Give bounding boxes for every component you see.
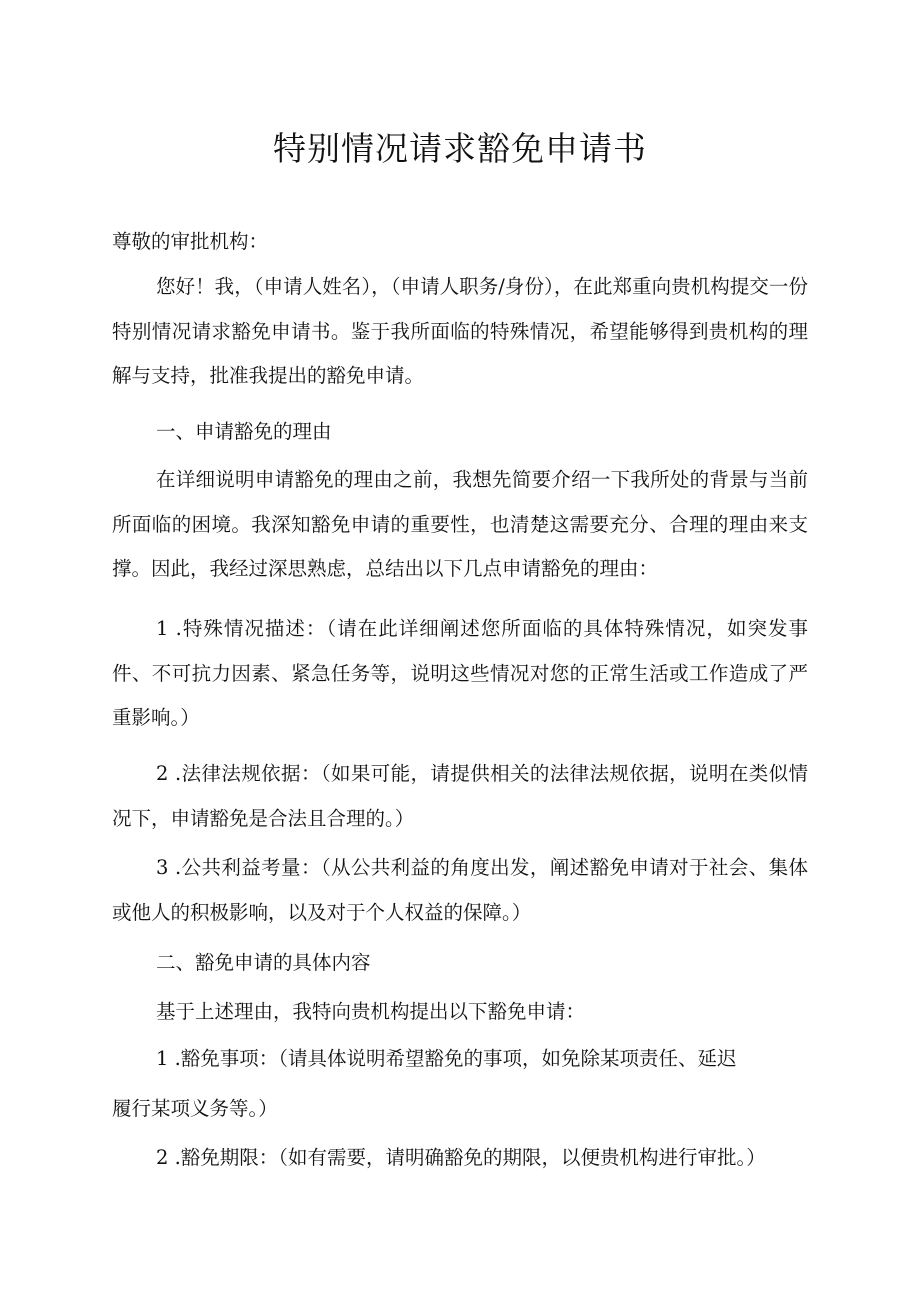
item-2-paragraph: 2 .豁免期限：（如有需要，请明确豁免的期限，以便贵机构进行审批。） xyxy=(156,1146,766,1169)
section-1-heading: 一、申请豁免的理由 xyxy=(156,420,332,443)
document-title: 特别情况请求豁免申请书 xyxy=(273,129,647,168)
item-1-line-1: 1 .豁免事项：（请具体说明希望豁免的事项，如免除某项责任、延迟 xyxy=(156,1047,737,1070)
section-1-intro-paragraph: 在详细说明申请豁免的理由之前，我想先简要介绍一下我所处的背景与当前所面临的困境。我深知豁免申请的重要性，也清楚这需要充分、合理的理由来支撑。因此，我经过深思熟虑，总结出以下几点申请豁免的理由： xyxy=(112,468,808,580)
reason-3-paragraph: 3 .公共利益考量：（从公共利益的角度出发，阐述豁免申请对于社会、集体或他人的积极影响，以及对于个人权益的保障。） xyxy=(112,856,808,924)
item-1-line-2: 履行某项义务等。） xyxy=(112,1097,278,1120)
salutation: 尊敬的审批机构： xyxy=(112,230,269,253)
reason-2-paragraph: 2 .法律法规依据：（如果可能，请提供相关的法律法规依据，说明在类似情况下，申请豁免是合法且合理的。） xyxy=(112,762,808,830)
reason-1-paragraph: 1 .特殊情况描述：（请在此详细阐述您所面临的具体特殊情况，如突发事件、不可抗力因素、紧急任务等，说明这些情况对您的正常生活或工作造成了严重影响。） xyxy=(112,617,808,729)
section-2-heading: 二、豁免申请的具体内容 xyxy=(156,951,371,974)
section-2-intro-paragraph: 基于上述理由，我特向贵机构提出以下豁免申请： xyxy=(156,1000,586,1023)
intro-paragraph: 您好！我，（申请人姓名），（申请人职务/身份），在此郑重向贵机构提交一份特别情况请求豁免申请书。鉴于我所面临的特殊情况，希望能够得到贵机构的理解与支持，批准我提出的豁免申请。 xyxy=(112,275,808,387)
